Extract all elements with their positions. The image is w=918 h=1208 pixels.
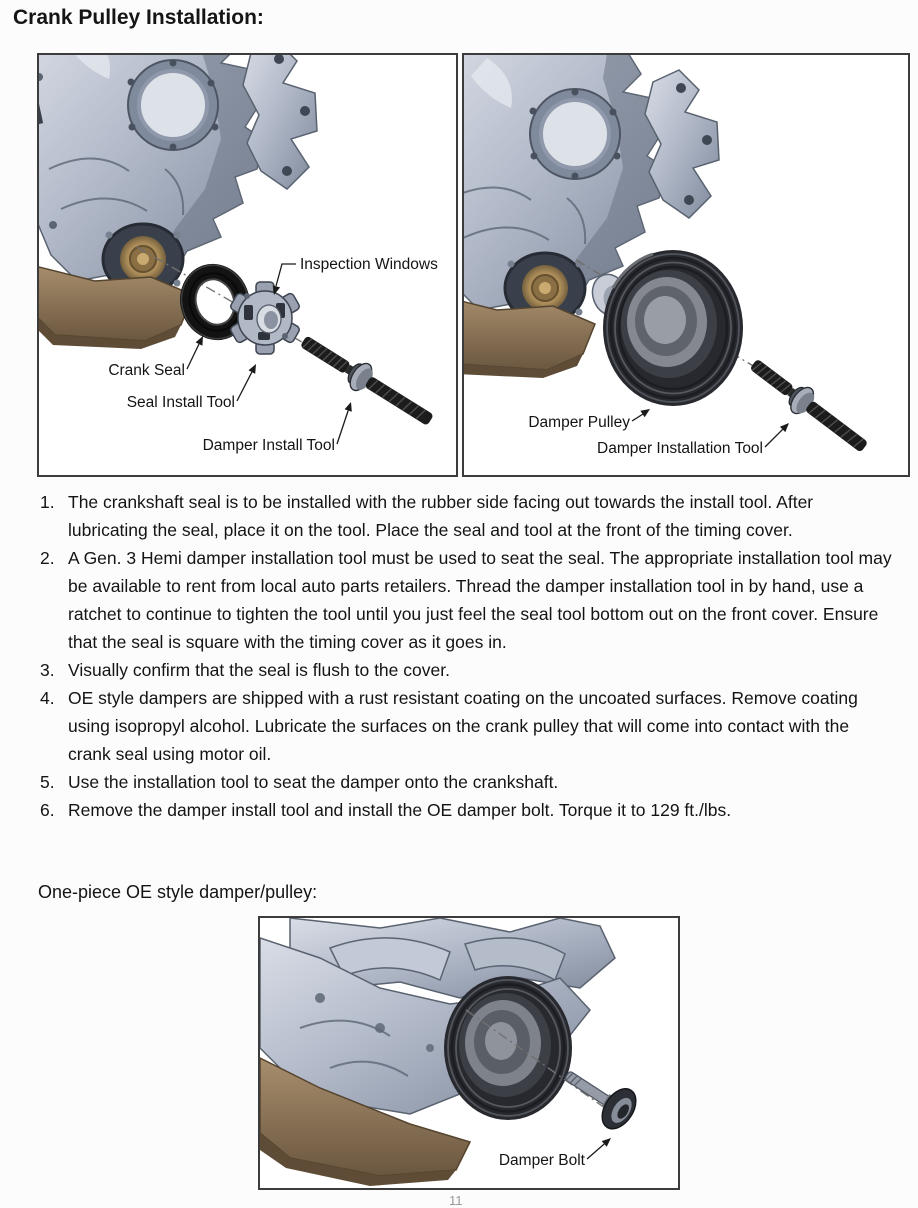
seal-install-diagram bbox=[39, 55, 456, 475]
damper-pulley-arrow bbox=[640, 409, 650, 417]
instruction-step-2 bbox=[40, 544, 892, 656]
damper-install-tool-illustration bbox=[295, 328, 438, 433]
instruction-step-6 bbox=[40, 796, 892, 824]
damper-pulley-leader bbox=[632, 414, 643, 421]
step-number: 2. bbox=[40, 548, 55, 568]
damper-pulley-illustration bbox=[603, 250, 743, 406]
figure-one-piece-damper bbox=[258, 916, 680, 1190]
damper-installation-tool-illustration bbox=[744, 352, 873, 460]
step-number: 4. bbox=[40, 688, 55, 708]
step-number: 1. bbox=[40, 492, 55, 512]
step-text: OE style dampers are shipped with a rust resistant coating on the uncoated surfaces. Remove coating using isopropyl alcohol. Lubricate the surfaces on the crank pulley that will come into contact with the crank seal using motor oil. bbox=[68, 688, 858, 764]
label-damper-pulley: Damper Pulley bbox=[528, 414, 630, 431]
step-number: 5. bbox=[40, 772, 55, 792]
figure-damper-install bbox=[462, 53, 910, 477]
step-number: 6. bbox=[40, 800, 55, 820]
page-title: Crank Pulley Installation: bbox=[13, 6, 264, 29]
step-text: Use the installation tool to seat the damper onto the crankshaft. bbox=[68, 772, 559, 792]
instruction-step-3 bbox=[40, 656, 892, 684]
seal-install-tool-leader bbox=[237, 372, 252, 401]
step-text: Remove the damper install tool and install the OE damper bolt. Torque it to 129 ft./lbs. bbox=[68, 800, 732, 820]
label-damper-install-tool: Damper Install Tool bbox=[202, 437, 335, 454]
step-text: A Gen. 3 Hemi damper installation tool must be used to seat the seal. The appropriate installation tool may be available to rent from local auto parts retailers. Thread the damper installation tool in by hand, use a ratchet to continue to tighten the tool until you just feel the seal tool bottom out on the front cover. Ensure that the seal is square with the timing cover as it goes in. bbox=[68, 548, 892, 652]
damper-install-diagram bbox=[464, 55, 908, 475]
instruction-list bbox=[40, 488, 892, 824]
damper-installation-tool-leader bbox=[765, 429, 783, 447]
step-text: Visually confirm that the seal is flush to the cover. bbox=[68, 660, 450, 680]
inspection-windows-leader bbox=[276, 264, 296, 286]
label-damper-installation-tool: Damper Installation Tool bbox=[597, 440, 763, 457]
damper-install-tool-arrow bbox=[345, 402, 352, 412]
step-text: The crankshaft seal is to be installed with the rubber side facing out towards the install tool. After lubricating the seal, place it on the tool. Place the seal and tool at the front of the timing cover. bbox=[68, 492, 814, 540]
label-crank-seal: Crank Seal bbox=[108, 362, 185, 379]
damper-install-tool-leader bbox=[337, 411, 348, 445]
figures-row bbox=[37, 53, 910, 477]
instruction-step-5 bbox=[40, 768, 892, 796]
crank-seal-leader bbox=[187, 344, 199, 369]
step-number: 3. bbox=[40, 660, 55, 680]
instruction-step-4 bbox=[40, 684, 892, 768]
one-piece-damper-diagram bbox=[260, 918, 678, 1188]
label-seal-install-tool: Seal Install Tool bbox=[126, 394, 235, 411]
page-number: 11 bbox=[449, 1193, 463, 1208]
instruction-step-1 bbox=[40, 488, 892, 544]
one-piece-pulley-illustration bbox=[444, 976, 572, 1120]
subheading-one-piece-damper: One-piece OE style damper/pulley: bbox=[38, 882, 318, 902]
label-inspection-windows: Inspection Windows bbox=[300, 256, 438, 273]
figure-seal-install bbox=[37, 53, 458, 477]
damper-bolt-leader bbox=[587, 1144, 604, 1159]
label-damper-bolt: Damper Bolt bbox=[498, 1152, 585, 1169]
